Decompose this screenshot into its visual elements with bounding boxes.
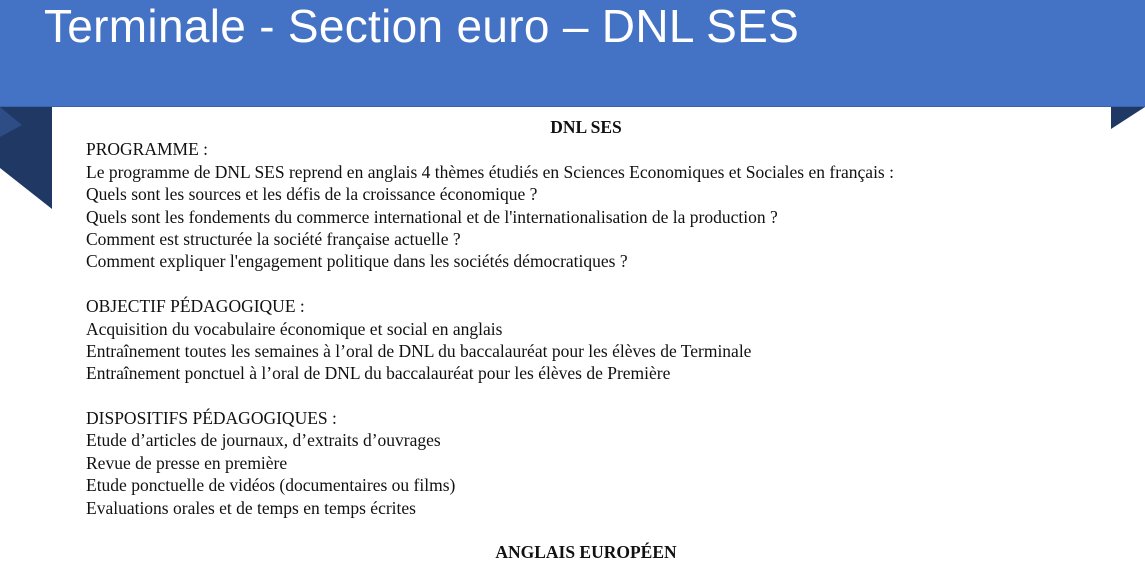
programme-line: Comment est structurée la société française actuelle ? (86, 228, 461, 249)
section-heading-dnl-ses: DNL SES (550, 117, 622, 137)
objectif-line: Acquisition du vocabulaire économique et social en anglais (86, 318, 503, 339)
objectif-line: Entraînement toutes les semaines à l’oral de DNL du baccalauréat pour les élèves de Terminale (86, 340, 752, 361)
dispositifs-line: Etude ponctuelle de vidéos (documentaires ou films) (86, 475, 456, 496)
spacer (86, 273, 1086, 295)
programme-line: Quels sont les sources et les défis de la croissance économique ? (86, 184, 538, 205)
programme-line: Le programme de DNL SES reprend en anglais 4 thèmes étudiés en Sciences Economiques et Sociales en français : (86, 161, 894, 182)
section-heading-anglais-europeen: ANGLAIS EUROPÉEN (495, 542, 677, 563)
corner-decoration (1111, 107, 1145, 129)
dispositifs-line: Revue de presse en première (86, 452, 288, 473)
objectif-line: Entraînement ponctuel à l’oral de DNL du baccalauréat pour les élèves de Première (86, 363, 671, 384)
title-banner (0, 0, 1145, 107)
dispositifs-label: DISPOSITIFS PÉDAGOGIQUES : (86, 408, 337, 429)
programme-label: PROGRAMME : (86, 139, 209, 160)
objectif-label: OBJECTIF PÉDAGOGIQUE : (86, 296, 305, 317)
ribbon-decoration (0, 107, 52, 209)
dispositifs-line: Etude d’articles de journaux, d’extraits d’ouvrages (86, 430, 441, 451)
spacer (86, 519, 1086, 541)
programme-line: Comment expliquer l'engagement politique dans les sociétés démocratiques ? (86, 251, 628, 272)
programme-line: Quels sont les fondements du commerce international et de l'internationalisation de la production ? (86, 206, 778, 227)
dispositifs-line: Evaluations orales et de temps en temps écrites (86, 497, 416, 518)
spacer (86, 385, 1086, 407)
slide-title: Terminale - Section euro – DNL SES (44, 0, 800, 52)
slide-body (86, 116, 1086, 564)
